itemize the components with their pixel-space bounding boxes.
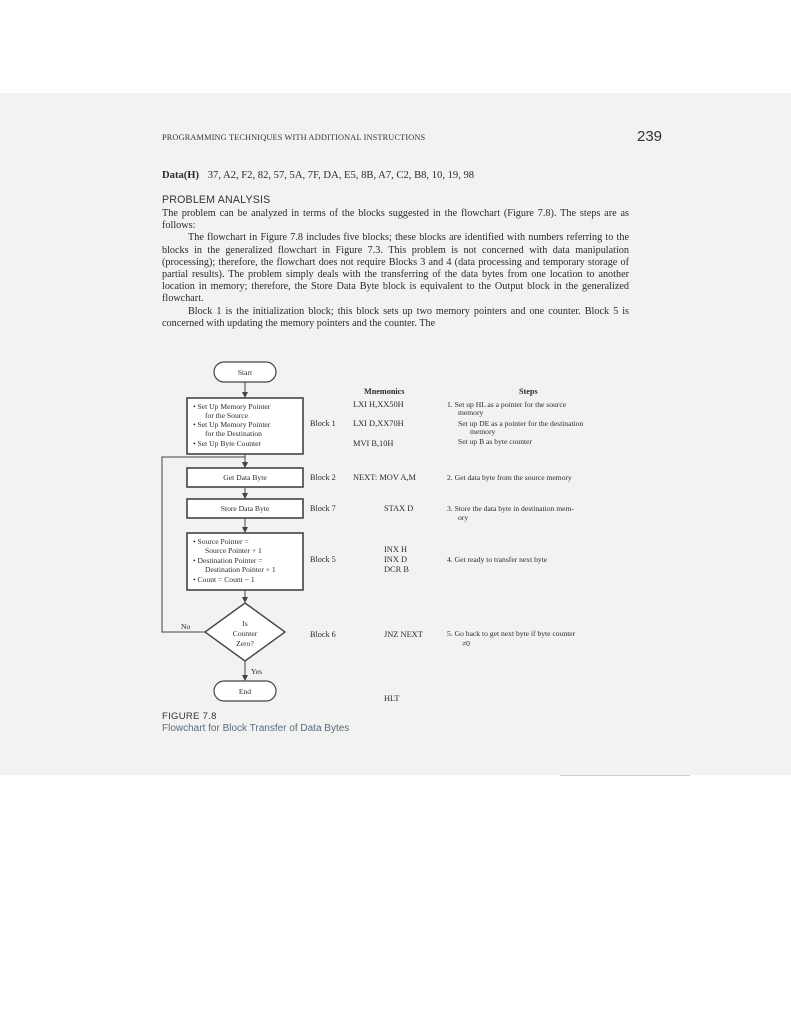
no-label: No xyxy=(181,622,191,631)
decision-line: Zero? xyxy=(236,639,254,648)
paragraph: Block 1 is the initialization block; this block sets up two memory pointers and one counter. Block 5 is concerned with updating the memory pointers and the counter. The xyxy=(162,305,629,329)
mnemonic: LXI D,XX70H xyxy=(353,419,404,428)
mnemonic: LXI H,XX50H xyxy=(353,400,404,409)
yes-label: Yes xyxy=(251,667,263,676)
step-line: Set up DE as a pointer for the destination xyxy=(458,419,584,428)
update-line: • Count = Count − 1 xyxy=(193,575,255,584)
data-values: 37, A2, F2, 82, 57, 5A, 7F, DA, E5, 8B, A7, C2, B8, 10, 19, 98 xyxy=(207,170,475,181)
step-line: 1. Set up HL as a pointer for the source xyxy=(447,400,567,409)
get-data-label: Get Data Byte xyxy=(223,473,267,482)
mnemonic: MVI B,10H xyxy=(353,439,394,448)
init-line: for the Destination xyxy=(205,429,262,438)
mnemonic: JNZ NEXT xyxy=(384,630,423,639)
mnemonics-header: Mnemonics xyxy=(364,387,405,396)
block-label: Block 5 xyxy=(310,555,336,564)
init-line: • Set Up Memory Pointer xyxy=(193,420,271,429)
step-line: 2. Get data byte from the source memory xyxy=(447,473,572,482)
init-line: • Set Up Memory Pointer xyxy=(193,402,271,411)
mnemonic: INX H xyxy=(384,545,408,554)
mnemonic: INX D xyxy=(384,555,408,564)
data-label: Data(H) xyxy=(162,170,200,181)
update-line: Destination Pointer + 1 xyxy=(205,565,276,574)
step-line: ory xyxy=(458,513,469,522)
step-line: Set up B as byte counter xyxy=(458,437,533,446)
block-label: Block 1 xyxy=(310,419,336,428)
section-heading: PROBLEM ANALYSIS xyxy=(162,194,271,206)
block-label: Block 2 xyxy=(310,473,336,482)
mnemonic: DCR B xyxy=(384,565,409,574)
mnemonic: NEXT: MOV A,M xyxy=(353,473,416,482)
step-line: memory xyxy=(458,408,484,417)
steps-header: Steps xyxy=(519,387,538,396)
block-label: Block 6 xyxy=(310,630,336,639)
mnemonic: HLT xyxy=(384,694,400,703)
paragraph: The flowchart in Figure 7.8 includes five blocks; these blocks are identified with numbers referring to the blocks in the generalized flowchart in Figure 7.3. This problem is not concerned with data manipulation (processing); therefore, the flowchart does not require Blocks 3 and 4 (data processing and temporary storage of partial results). The problem simply deals with the transferring of the data bytes from one location to another location in memory; therefore, the Store Data Byte block is equivalent to the Output block in the generalized flowchart. xyxy=(162,232,629,305)
step-line: 5. Go back to get next byte if byte counter xyxy=(447,629,576,638)
step-line: ≠0 xyxy=(462,639,470,648)
page-number: 239 xyxy=(637,128,663,145)
update-line: • Source Pointer = xyxy=(193,537,249,546)
figure-caption: Flowchart for Block Transfer of Data Bytes xyxy=(162,723,350,734)
init-line: • Set Up Byte Counter xyxy=(193,439,262,448)
figure-label: FIGURE 7.8 xyxy=(162,711,217,722)
decision-line: Is xyxy=(242,619,248,628)
paragraph: The problem can be analyzed in terms of the blocks suggested in the flowchart (Figure 7.8). The steps are as follows: xyxy=(162,208,629,232)
step-line: memory xyxy=(470,427,496,436)
init-line: for the Source xyxy=(205,411,249,420)
mnemonic: STAX D xyxy=(384,504,414,513)
step-line: 3. Store the data byte in destination mem- xyxy=(447,504,574,513)
block-label: Block 7 xyxy=(310,504,336,513)
decision-line: Counter xyxy=(232,629,258,638)
end-label: End xyxy=(238,687,252,696)
step-line: 4. Get ready to transfer next byte xyxy=(447,555,548,564)
update-line: • Destination Pointer = xyxy=(193,556,263,565)
running-head: PROGRAMMING TECHNIQUES WITH ADDITIONAL INSTRUCTIONS xyxy=(162,133,426,142)
update-line: Source Pointer + 1 xyxy=(205,546,262,555)
store-data-label: Store Data Byte xyxy=(220,504,270,513)
start-label: Start xyxy=(237,368,253,377)
